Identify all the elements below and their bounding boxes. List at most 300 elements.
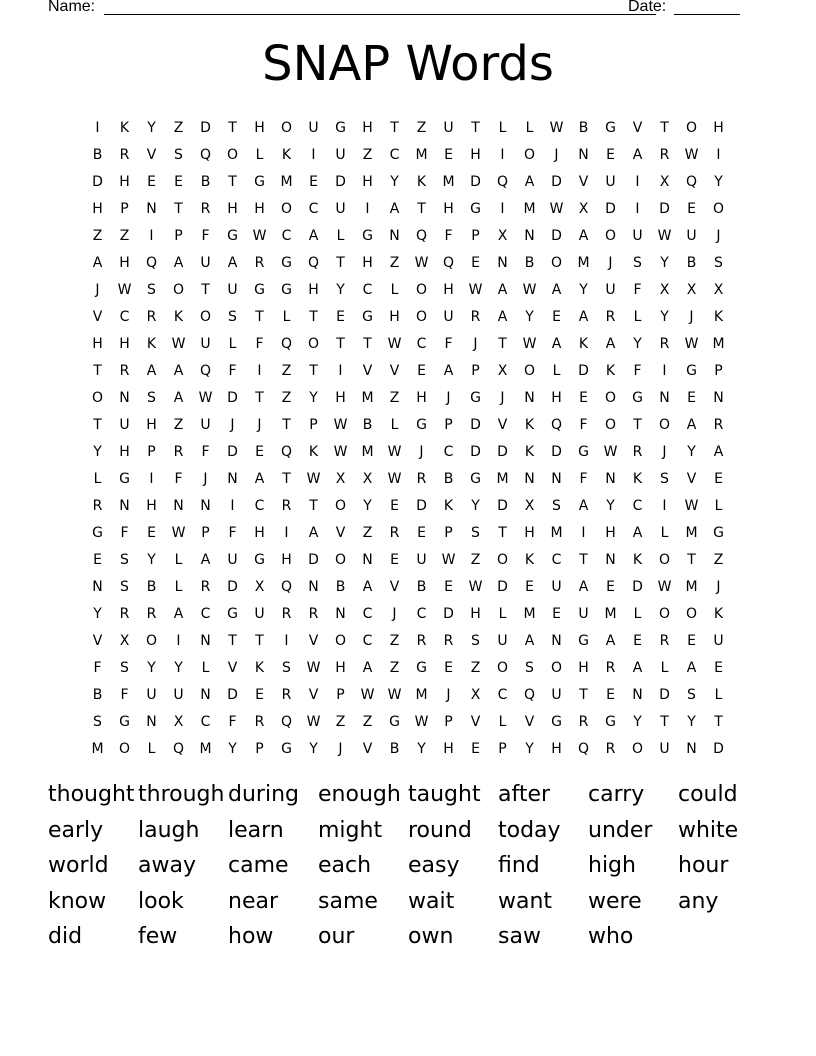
grid-letter: G (470, 470, 481, 487)
grid-letter: C (416, 605, 427, 622)
name-label: Name: (48, 0, 96, 15)
grid-letter: R (281, 686, 292, 703)
grid-letter: T (255, 632, 264, 649)
grid-letter: N (200, 497, 211, 514)
grid-letter: R (632, 443, 643, 460)
grid-letter: I (365, 200, 370, 217)
grid-letter: S (552, 497, 561, 514)
grid-letter: Y (417, 740, 426, 757)
grid-letter: W (441, 551, 456, 568)
grid-letter: X (578, 200, 589, 217)
grid-letter: O (712, 200, 725, 217)
grid-letter: N (686, 740, 697, 757)
grid-letter: C (362, 281, 373, 298)
grid-letter: E (336, 308, 345, 325)
grid-letter: B (578, 119, 589, 136)
grid-letter: E (444, 578, 453, 595)
grid-letter: T (228, 632, 237, 649)
grid-letter: S (525, 659, 534, 676)
grid-letter: R (173, 443, 184, 460)
grid-letter: U (335, 200, 346, 217)
grid-letter: J (662, 443, 667, 460)
grid-letter: J (608, 254, 613, 271)
grid-letter: P (120, 200, 129, 217)
grid-letter: W (414, 713, 429, 730)
grid-letter: U (497, 632, 508, 649)
grid-letter: M (604, 605, 617, 622)
grid-letter: P (336, 686, 345, 703)
grid-letter: Y (633, 335, 642, 352)
grid-letter: T (228, 119, 237, 136)
grid-letter: U (308, 119, 319, 136)
grid-letter: N (524, 389, 535, 406)
grid-letter: W (198, 389, 213, 406)
grid-letter: T (255, 389, 264, 406)
grid-letter: A (578, 227, 589, 244)
grid-letter: J (338, 740, 343, 757)
grid-letter: A (632, 146, 643, 163)
grid-letter: H (119, 254, 130, 271)
grid-letter: E (390, 551, 399, 568)
grid-letter: T (255, 308, 264, 325)
grid-letter: E (255, 443, 264, 460)
grid-letter: A (173, 389, 184, 406)
grid-letter: C (119, 308, 130, 325)
grid-letter: K (713, 605, 724, 622)
grid-letter: W (414, 254, 429, 271)
grid-letter: E (417, 362, 426, 379)
grid-letter: G (416, 659, 427, 676)
grid-letter: H (551, 740, 562, 757)
grid-letter: Q (280, 335, 293, 352)
grid-letter: M (91, 740, 104, 757)
grid-letter: R (146, 308, 157, 325)
grid-letter: A (227, 254, 238, 271)
grid-letter: V (686, 470, 697, 487)
grid-letter: I (257, 362, 262, 379)
grid-letter: W (171, 335, 186, 352)
word-bank-item: during (228, 782, 299, 807)
grid-letter: E (687, 632, 696, 649)
grid-letter: O (415, 281, 428, 298)
grid-letter: R (146, 605, 157, 622)
grid-letter: G (281, 281, 292, 298)
grid-letter: T (471, 119, 480, 136)
word-bank-item: white (678, 817, 739, 843)
grid-letter: U (146, 686, 157, 703)
grid-letter: W (387, 470, 402, 487)
grid-letter: E (255, 686, 264, 703)
grid-letter: G (119, 713, 130, 730)
grid-letter: A (713, 443, 724, 460)
grid-letter: N (578, 146, 589, 163)
grid-letter: J (473, 335, 478, 352)
grid-letter: A (308, 524, 319, 541)
grid-letter: T (336, 335, 345, 352)
date-blank-line (674, 14, 740, 15)
grid-letter: M (577, 254, 590, 271)
grid-letter: A (146, 362, 157, 379)
grid-letter: H (335, 389, 346, 406)
grid-letter: S (714, 254, 723, 271)
grid-letter: N (497, 254, 508, 271)
grid-letter: R (416, 470, 427, 487)
grid-letter: S (228, 308, 237, 325)
word-search-grid (84, 114, 734, 762)
grid-letter: Z (92, 227, 103, 244)
grid-letter: W (306, 713, 321, 730)
grid-letter: E (471, 254, 480, 271)
grid-letter: I (635, 200, 640, 217)
grid-letter: J (689, 308, 694, 325)
grid-letter: L (498, 713, 507, 730)
grid-letter: W (333, 443, 348, 460)
grid-letter: M (496, 470, 509, 487)
grid-letter: A (200, 551, 211, 568)
grid-letter: O (334, 497, 347, 514)
grid-letter: E (687, 389, 696, 406)
grid-letter: S (120, 659, 129, 676)
grid-letter: M (361, 389, 374, 406)
grid-letter: X (659, 281, 670, 298)
grid-letter: N (524, 227, 535, 244)
grid-letter: L (390, 416, 399, 433)
word-bank-item: look (138, 888, 184, 914)
grid-letter: K (254, 659, 265, 676)
grid-letter: T (579, 686, 588, 703)
word-bank-item: who (588, 924, 634, 950)
grid-letter: H (578, 659, 589, 676)
grid-letter: Y (525, 740, 534, 757)
grid-letter: X (119, 632, 130, 649)
grid-letter: V (92, 308, 103, 325)
grid-letter: G (227, 227, 238, 244)
word-bank-item: through (138, 782, 225, 807)
grid-letter: N (119, 389, 130, 406)
grid-letter: Z (281, 362, 292, 379)
grid-letter: K (605, 362, 616, 379)
grid-letter: W (252, 227, 267, 244)
grid-letter: D (551, 227, 562, 244)
grid-letter: L (174, 551, 183, 568)
word-bank-item: world (48, 853, 109, 879)
grid-letter: I (149, 470, 154, 487)
grid-letter: L (174, 578, 183, 595)
grid-letter: W (333, 416, 348, 433)
grid-letter: W (549, 200, 564, 217)
grid-letter: N (146, 713, 157, 730)
grid-letter: K (578, 335, 589, 352)
grid-letter: O (631, 740, 644, 757)
grid-letter: A (551, 281, 562, 298)
grid-letter: L (390, 281, 399, 298)
grid-letter: V (389, 578, 400, 595)
grid-letter: K (632, 551, 643, 568)
grid-letter: M (685, 524, 698, 541)
grid-letter: F (120, 686, 129, 703)
grid-letter: V (308, 686, 319, 703)
grid-letter: I (149, 227, 154, 244)
grid-letter: H (92, 335, 103, 352)
grid-letter: W (387, 335, 402, 352)
grid-letter: B (92, 686, 103, 703)
grid-letter: P (471, 362, 480, 379)
grid-letter: O (685, 119, 698, 136)
word-bank-item: hour (678, 853, 729, 879)
grid-letter: Y (633, 713, 642, 730)
grid-letter: A (524, 632, 535, 649)
grid-letter: F (579, 416, 588, 433)
grid-letter: D (308, 551, 319, 568)
grid-letter: G (362, 308, 373, 325)
grid-letter: G (119, 470, 130, 487)
grid-letter: D (470, 416, 481, 433)
grid-letter: J (500, 389, 505, 406)
grid-letter: W (549, 119, 564, 136)
grid-letter: Q (523, 686, 536, 703)
grid-letter: Q (685, 173, 698, 190)
grid-letter: A (173, 362, 184, 379)
grid-letter: H (254, 524, 265, 541)
grid-letter: G (470, 200, 481, 217)
grid-letter: M (415, 146, 428, 163)
grid-letter: S (660, 470, 669, 487)
grid-letter: B (686, 254, 697, 271)
grid-letter: C (362, 605, 373, 622)
grid-letter: Y (93, 443, 102, 460)
grid-letter: Y (309, 740, 318, 757)
grid-letter: H (119, 173, 130, 190)
grid-letter: G (281, 254, 292, 271)
grid-letter: N (605, 551, 616, 568)
grid-letter: G (416, 416, 427, 433)
grid-letter: T (417, 200, 426, 217)
word-bank-item: away (138, 853, 196, 879)
grid-letter: V (497, 416, 508, 433)
grid-letter: M (523, 200, 536, 217)
grid-letter: C (497, 686, 508, 703)
grid-letter: C (551, 551, 562, 568)
grid-letter: W (306, 659, 321, 676)
grid-letter: C (200, 713, 211, 730)
grid-letter: W (603, 443, 618, 460)
grid-letter: E (633, 632, 642, 649)
grid-letter: Y (228, 740, 237, 757)
grid-letter: F (228, 713, 237, 730)
grid-letter: N (713, 389, 724, 406)
grid-letter: H (470, 146, 481, 163)
grid-letter: A (92, 254, 103, 271)
grid-letter: D (497, 497, 508, 514)
grid-letter: P (201, 524, 210, 541)
grid-letter: A (686, 659, 697, 676)
grid-letter: I (230, 497, 235, 514)
grid-letter: A (173, 254, 184, 271)
grid-letter: B (416, 578, 427, 595)
grid-letter: H (362, 254, 373, 271)
grid-letter: H (119, 443, 130, 460)
grid-letter: R (92, 497, 103, 514)
grid-letter: R (470, 308, 481, 325)
grid-letter: D (578, 362, 589, 379)
word-bank-item: know (48, 888, 107, 914)
grid-letter: H (92, 200, 103, 217)
grid-letter: I (311, 146, 316, 163)
grid-letter: E (606, 146, 615, 163)
grid-letter: P (444, 416, 453, 433)
grid-letter: V (362, 362, 373, 379)
grid-letter: Z (470, 659, 481, 676)
grid-letter: L (93, 470, 102, 487)
grid-letter: P (309, 416, 318, 433)
grid-letter: J (446, 389, 451, 406)
grid-letter: L (714, 497, 723, 514)
grid-letter: J (716, 578, 721, 595)
grid-letter: Y (390, 173, 399, 190)
grid-letter: A (389, 200, 400, 217)
grid-letter: R (254, 713, 265, 730)
grid-letter: O (199, 308, 212, 325)
grid-letter: T (390, 119, 399, 136)
grid-letter: G (551, 713, 562, 730)
grid-letter: G (254, 551, 265, 568)
grid-letter: V (92, 632, 103, 649)
grid-letter: X (497, 227, 508, 244)
grid-letter: S (687, 686, 696, 703)
grid-letter: I (635, 173, 640, 190)
grid-letter: Y (174, 659, 183, 676)
grid-letter: N (200, 686, 211, 703)
grid-letter: Z (389, 632, 400, 649)
grid-letter: O (658, 605, 671, 622)
grid-letter: P (255, 740, 264, 757)
grid-letter: X (362, 470, 373, 487)
grid-letter: E (606, 578, 615, 595)
grid-letter: H (443, 281, 454, 298)
grid-letter: K (173, 308, 184, 325)
grid-letter: V (470, 713, 481, 730)
grid-letter: R (605, 659, 616, 676)
grid-letter: U (200, 335, 211, 352)
grid-letter: W (387, 443, 402, 460)
grid-letter: K (443, 497, 454, 514)
grid-letter: U (659, 740, 670, 757)
grid-letter: I (500, 146, 505, 163)
word-bank-item: early (48, 817, 104, 843)
grid-letter: L (633, 308, 642, 325)
grid-letter: T (579, 551, 588, 568)
grid-letter: J (446, 686, 451, 703)
grid-letter: D (416, 497, 427, 514)
grid-letter: D (551, 173, 562, 190)
grid-letter: H (443, 740, 454, 757)
grid-letter: U (605, 173, 616, 190)
word-bank-item: how (228, 924, 274, 950)
grid-letter: M (712, 335, 725, 352)
grid-letter: H (362, 173, 373, 190)
word-bank-item: taught (408, 782, 481, 807)
grid-letter: Y (147, 119, 156, 136)
grid-letter: D (227, 389, 238, 406)
grid-letter: Y (525, 308, 534, 325)
word-bank-item: carry (588, 782, 645, 807)
grid-letter: G (632, 389, 643, 406)
grid-letter: E (714, 659, 723, 676)
word-bank-item: easy (408, 853, 460, 879)
grid-letter: R (389, 524, 400, 541)
grid-letter: O (334, 551, 347, 568)
grid-letter: A (578, 497, 589, 514)
grid-letter: M (199, 740, 212, 757)
grid-letter: H (551, 389, 562, 406)
grid-letter: H (254, 200, 265, 217)
grid-letter: O (685, 605, 698, 622)
grid-letter: Y (363, 497, 372, 514)
worksheet-header (48, 0, 748, 20)
grid-letter: A (497, 281, 508, 298)
grid-letter: I (338, 362, 343, 379)
grid-letter: R (659, 335, 670, 352)
grid-letter: R (308, 605, 319, 622)
grid-letter: E (147, 173, 156, 190)
word-bank-item: saw (498, 924, 541, 950)
grid-letter: S (147, 389, 156, 406)
grid-letter: Q (145, 254, 158, 271)
word-bank-item: round (408, 817, 472, 843)
grid-letter: Q (550, 416, 563, 433)
grid-letter: U (443, 308, 454, 325)
grid-letter: O (658, 416, 671, 433)
grid-letter: G (254, 281, 265, 298)
grid-letter: Q (280, 443, 293, 460)
grid-letter: N (551, 470, 562, 487)
grid-letter: Y (687, 713, 696, 730)
grid-letter: D (497, 443, 508, 460)
grid-letter: D (551, 443, 562, 460)
grid-letter: K (281, 146, 292, 163)
grid-letter: R (200, 578, 211, 595)
grid-letter: G (362, 227, 373, 244)
grid-letter: V (227, 659, 238, 676)
grid-letter: M (442, 173, 455, 190)
grid-letter: Y (93, 605, 102, 622)
grid-letter: J (257, 416, 262, 433)
grid-letter: S (147, 281, 156, 298)
grid-letter: Z (173, 119, 184, 136)
grid-letter: J (95, 281, 100, 298)
grid-letter: X (173, 713, 184, 730)
word-bank-item: learn (228, 817, 284, 843)
grid-letter: Y (714, 173, 723, 190)
grid-letter: G (281, 740, 292, 757)
grid-letter: L (282, 308, 291, 325)
grid-letter: J (716, 227, 721, 244)
grid-letter: J (230, 416, 235, 433)
grid-letter: Z (335, 713, 346, 730)
grid-letter: A (524, 173, 535, 190)
page-title: SNAP Words (262, 36, 554, 92)
grid-letter: L (714, 686, 723, 703)
grid-letter: M (361, 443, 374, 460)
grid-letter: Y (336, 281, 345, 298)
word-bank-item: find (498, 853, 540, 879)
grid-letter: X (713, 281, 724, 298)
grid-letter: U (173, 686, 184, 703)
grid-letter: S (174, 146, 183, 163)
grid-letter: O (523, 146, 536, 163)
grid-letter: D (659, 200, 670, 217)
grid-letter: B (200, 173, 211, 190)
